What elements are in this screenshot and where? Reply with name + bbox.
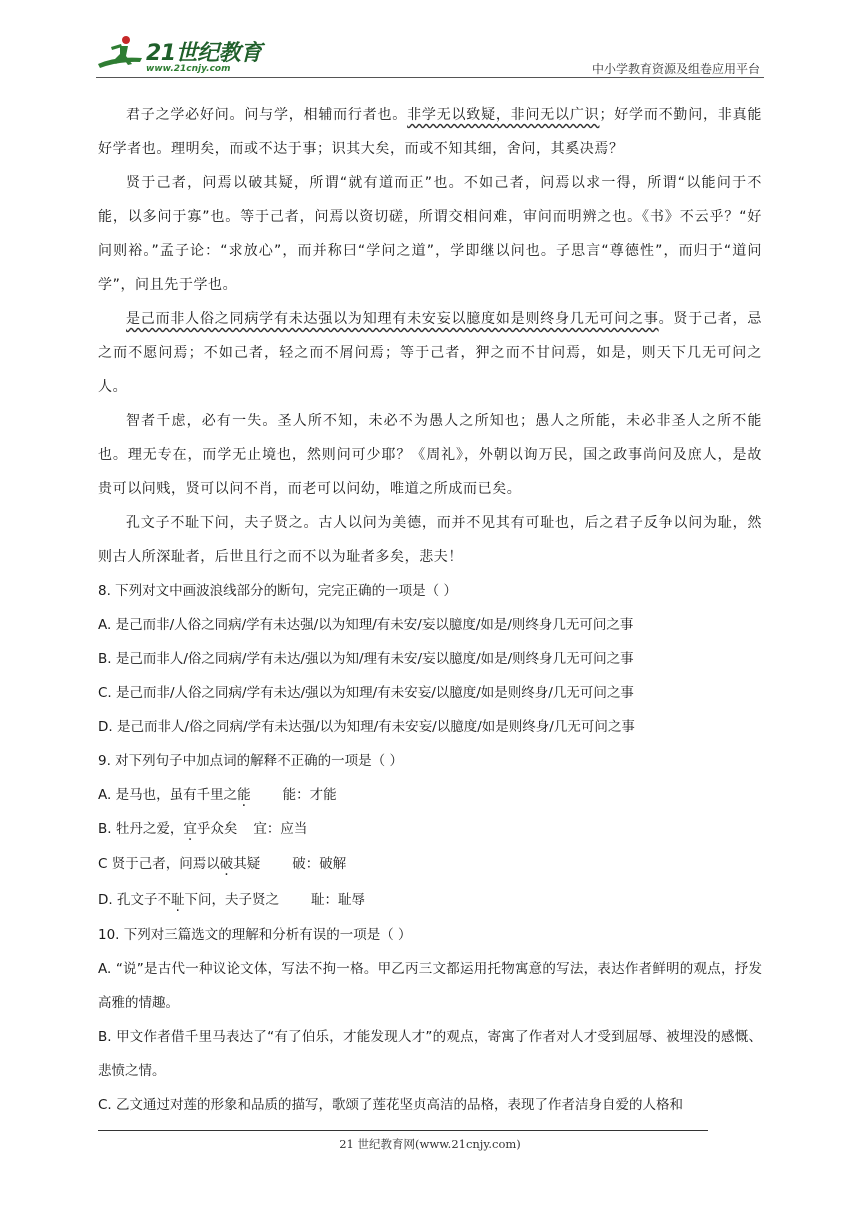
question-10-stem: 10. 下列对三篇选文的理解和分析有误的一项是（ ） (98, 927, 412, 943)
question-8-option-d: D. 是己而非人/俗之同病/学有未达强/以为知理/有未安妄/以臆度/如是则终身/几无可问之事 (98, 719, 635, 735)
passage-paragraph-5: 孔文子不耻下问，夫子贤之。古人以问为美德，而并不见其有可耻也，后之君子反争以问为耻，然则古人所深耻者，后世且行之而不以为耻者多矣，悲夫！ (98, 515, 762, 565)
option-text: 乎众矣 (196, 821, 238, 837)
option-gloss: 宜：应当 (253, 821, 308, 837)
passage-text: 。贤于己者，忌之而不愿问焉；不如己者，轻之而不屑问焉；等于己者，狎之而不甘问焉，如是，则天下几无可问之人。 (98, 311, 762, 395)
option-gloss: 耻：耻辱 (310, 892, 365, 908)
option-label: A. (98, 787, 116, 803)
question-8-option-b: B. 是己而非人/俗之同病/学有未达/强以为知/理有未安/妄以臆度/如是/则终身几无可问之事 (98, 651, 634, 667)
option-gloss: 破：破解 (292, 856, 347, 872)
question-9-option-c (98, 846, 762, 882)
header-divider (96, 77, 764, 78)
option-text: 其疑 (233, 856, 261, 872)
passage-paragraph-2: 贤于己者，问焉以破其疑，所谓“就有道而正”也。不如己者，问焉以求一得，所谓“以能问于不能，以多问于寡”也。等于己者，问焉以资切磋，所谓交相问难，审问而明辨之也。《书》不云乎？“好问则裕。”孟子论：“求放心”，而并称曰“学问之道”，学即继以问也。子思言“尊德性”，而归于“道问学”，问且先于学也。 (98, 175, 762, 293)
logo-title: 21世纪教育 (146, 41, 262, 66)
question-8-stem: 8. 下列对文中画波浪线部分的断句，完完正确的一项是（ ） (98, 583, 457, 599)
platform-name: 中小学教育资源及组卷应用平台 (591, 62, 760, 76)
question-9-option-a (98, 778, 762, 812)
logo (96, 34, 266, 78)
wavy-underlined-text: 非学无以致疑，非问无以广识 (407, 107, 600, 123)
dotted-word: 宜 (183, 821, 197, 837)
option-label: B. (98, 821, 116, 837)
question-8-option-a: A. 是己而非/人俗之同病/学有未达强/以为知理/有未安/妄以臆度/如是/则终身几无可问之事 (98, 617, 634, 633)
option-label: D. (98, 892, 117, 908)
passage-text: 君子之学必好问。问与学，相辅而行者也。 (126, 107, 408, 123)
passage-text: ；好学而不勤问，非真能好学者也。理明矣，而或不达于事；识其大矣，而或不知其细，舍问，其奚决焉？ (98, 107, 762, 157)
passage-paragraph-4: 智者千虑，必有一失。圣人所不知，未必不为愚人之所知也；愚人之所能，未必非圣人之所不能也。理无专在，而学无止境也，然则问可少耶？《周礼》，外朝以询万民，国之政事尚问及庶人，是故贵可以问贱，贤可以问不肖，而老可以问幼，唯道之所成而已矣。 (98, 413, 762, 497)
question-10-option-a: A. “说”是古代一种议论文体，写法不拘一格。甲乙丙三文都运用托物寓意的写法，表达作者鲜明的观点，抒发高雅的情趣。 (98, 961, 762, 1011)
question-10-option-c: C. 乙文通过对莲的形象和品质的描写，歌颂了莲花坚贞高洁的品格，表现了作者洁身自爱的人格和 (98, 1097, 684, 1113)
dotted-word: 能 (237, 787, 251, 803)
page-header (96, 30, 764, 80)
question-8-option-c: C. 是己而非/人俗之同病/学有未达/强以为知理/有未安妄/以臆度/如是则终身/几无可问之事 (98, 685, 634, 701)
option-text: 贤于己者，问焉以 (111, 856, 220, 872)
option-text: 是马也，虽有千里之 (115, 787, 238, 803)
passage-paragraph-3 (98, 302, 762, 404)
page-footer: 21 世纪教育网(www.21cnjy.com) (339, 1137, 521, 1151)
option-gloss: 能：才能 (282, 787, 337, 803)
question-9-option-b (98, 812, 762, 846)
dotted-word: 耻 (170, 892, 185, 908)
option-text: 牡丹之爱， (115, 821, 184, 837)
logo-url: www.21cnjy.com (146, 64, 231, 74)
runner-logo-icon (96, 34, 146, 78)
question-10-option-b: B. 甲文作者借千里马表达了“有了伯乐，才能发现人才”的观点，寄寓了作者对人才受到屈辱、被埋没的感慨、悲愤之情。 (98, 1029, 762, 1079)
passage-paragraph-1 (98, 98, 762, 166)
option-label: C (98, 856, 112, 872)
dotted-word: 破 (219, 856, 234, 872)
question-9-stem: 9. 对下列句子中加点词的解释不正确的一项是（ ） (98, 753, 403, 769)
document-body (98, 98, 762, 1122)
question-9-option-d (98, 882, 762, 918)
wavy-underlined-text: 是己而非人俗之同病学有未达强以为知理有未安妄以臆度如是则终身几无可问之事 (126, 311, 659, 327)
option-text: 孔文子不 (116, 892, 171, 908)
footer-divider (98, 1130, 708, 1131)
option-text: 下问，夫子贤之 (184, 892, 279, 908)
